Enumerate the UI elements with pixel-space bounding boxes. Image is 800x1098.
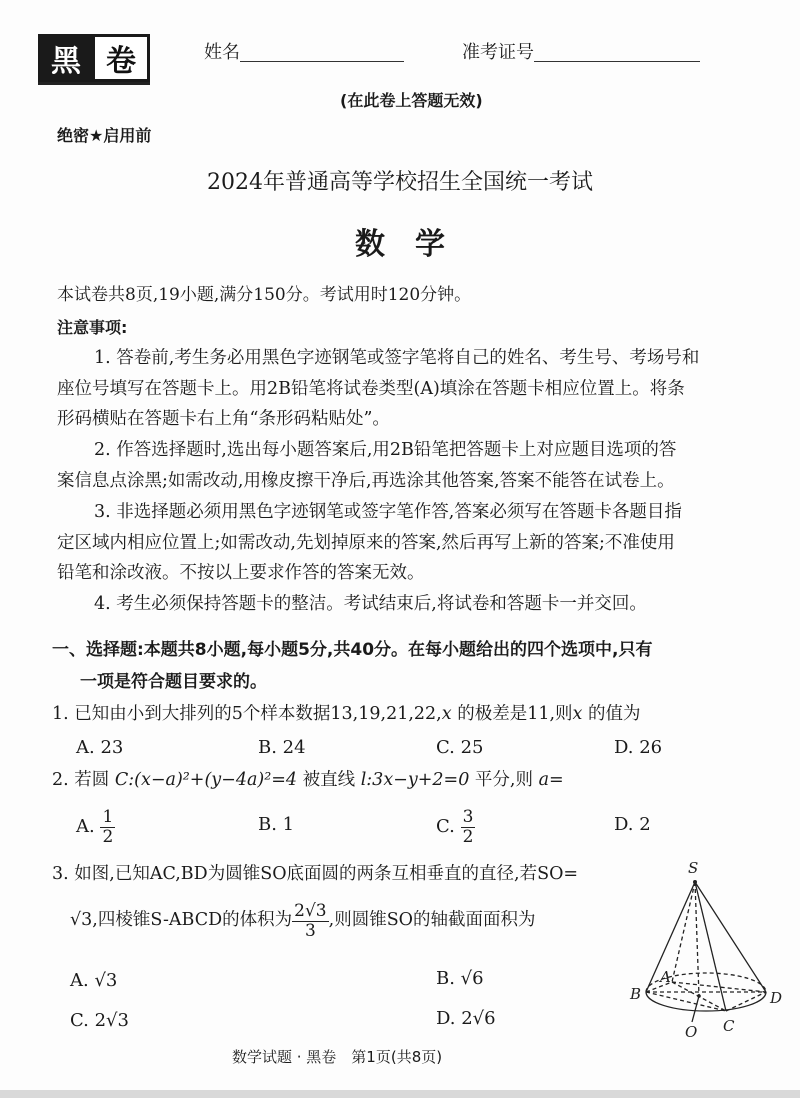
question-3-stem-line2: √3 ,四棱锥S-ABCD的体积为 $\frac{2√3}{3}$ ,则圆锥SO的轴截面面积为 [70,901,536,941]
question-3-stem-line1: 3. 如图,已知AC,BD为圆锥SO底面圆的两条互相垂直的直径,若SO= [52,864,579,884]
instruction-3-line3: 铅笔和涂改液。不按以上要求作答的答案无效。 [57,563,425,583]
q1-option-c: C. 25 [436,737,484,758]
line-equation: l:3x−y+2=0 [360,770,470,790]
q1-option-b: B. 24 [258,737,306,758]
volume-fraction: $\frac{2√3}{3}$ [294,901,327,941]
exam-title: 2024年普通高等学校招生全国统一考试 [207,170,593,195]
subject-title: 数 学 [355,227,445,262]
section-heading-line1: 一、选择题:本题共8小题,每小题5分,共40分。在每小题给出的四个选项中,只有 [52,640,653,660]
question-1-number: 1. [52,704,69,724]
name-label: 姓名 [204,42,240,63]
heijuan-logo [38,34,150,85]
section-heading-line2: 一项是符合题目要求的。 [80,672,267,692]
question-2-stem: 2. 若圆 C:(x−a)²+(y−4a)²=4 被直线 l:3x−y+2=0 平分,则 a= [52,770,564,790]
q2-option-b: B. 1 [258,814,295,835]
confidential-mark: 绝密★启用前 [57,126,152,145]
cone-diagram [620,855,800,1045]
circle-equation: C:(x−a)²+(y−4a)²=4 [114,770,298,790]
q1-option-a: A. 23 [76,737,124,758]
label-o: O [685,1023,698,1041]
fraction: $\frac{1}{2}$ [102,807,114,847]
page-footer: 数学试题 · 黑卷 第1页(共8页) [232,1048,443,1066]
label-d: D [770,989,783,1007]
exam-id-label: 准考证号 [462,42,534,63]
logo-left: 黑 [38,34,94,82]
name-field [204,44,404,62]
q2-option-d: D. 2 [614,814,651,835]
q3-option-a: A. √3 [70,970,118,991]
label-a: A [660,968,671,986]
instruction-1-line2: 座位号填写在答题卡上。用2B铅笔将试卷类型(A)填涂在答题卡相应位置上。将条 [57,379,685,399]
logo-right: 卷 [94,34,150,82]
question-2-number: 2. [52,770,69,790]
instructions-heading: 注意事项: [57,318,128,337]
instruction-1-line3: 形码横贴在答题卡右上角“条形码粘贴处”。 [57,409,390,429]
exam-id-field [462,44,700,62]
label-c: C [723,1017,735,1035]
name-blank[interactable] [240,61,404,62]
instruction-2-line2: 案信息点涂黑;如需改动,用橡皮擦干净后,再选涂其他答案,答案不能答在试卷上。 [57,471,675,491]
bottom-edge [0,1090,800,1098]
q2-option-c: C. $\frac{3}{2}$ [436,807,474,847]
exam-id-blank[interactable] [534,61,700,62]
fraction: $\frac{3}{2}$ [462,807,474,847]
question-1-stem: 1. 已知由小到大排列的5个样本数据13,19,21,22,x 的极差是11,则x 的值为 [52,704,641,724]
q1-option-d: D. 26 [614,737,663,758]
instruction-3-line1: 3. 非选择题必须用黑色字迹钢笔或签字笔作答,答案必须写在答题卡各题目指 [94,502,682,522]
instruction-4-line1: 4. 考生必须保持答题卡的整洁。考试结束后,将试卷和答题卡一并交回。 [94,594,647,614]
label-b: B [630,985,642,1003]
instruction-3-line2: 定区域内相应位置上;如需改动,先划掉原来的答案,然后再写上新的答案;不准使用 [57,533,675,553]
invalid-notice: (在此卷上答题无效) [340,91,483,110]
instruction-2-line1: 2. 作答选择题时,选出每小题答案后,用2B铅笔把答题卡上对应题目选项的答 [94,440,677,460]
exam-summary: 本试卷共8页,19小题,满分150分。考试用时120分钟。 [57,285,472,305]
q2-option-a: A. $\frac{1}{2}$ [76,807,114,847]
question-3-number: 3. [52,864,69,884]
instruction-1-line1: 1. 答卷前,考生务必用黑色字迹钢笔或签字笔将自己的姓名、考生号、考场号和 [94,348,700,368]
q3-option-c: C. 2√3 [70,1010,129,1031]
label-s: S [688,859,699,877]
q3-option-b: B. √6 [436,968,484,989]
q3-option-d: D. 2√6 [436,1008,496,1029]
